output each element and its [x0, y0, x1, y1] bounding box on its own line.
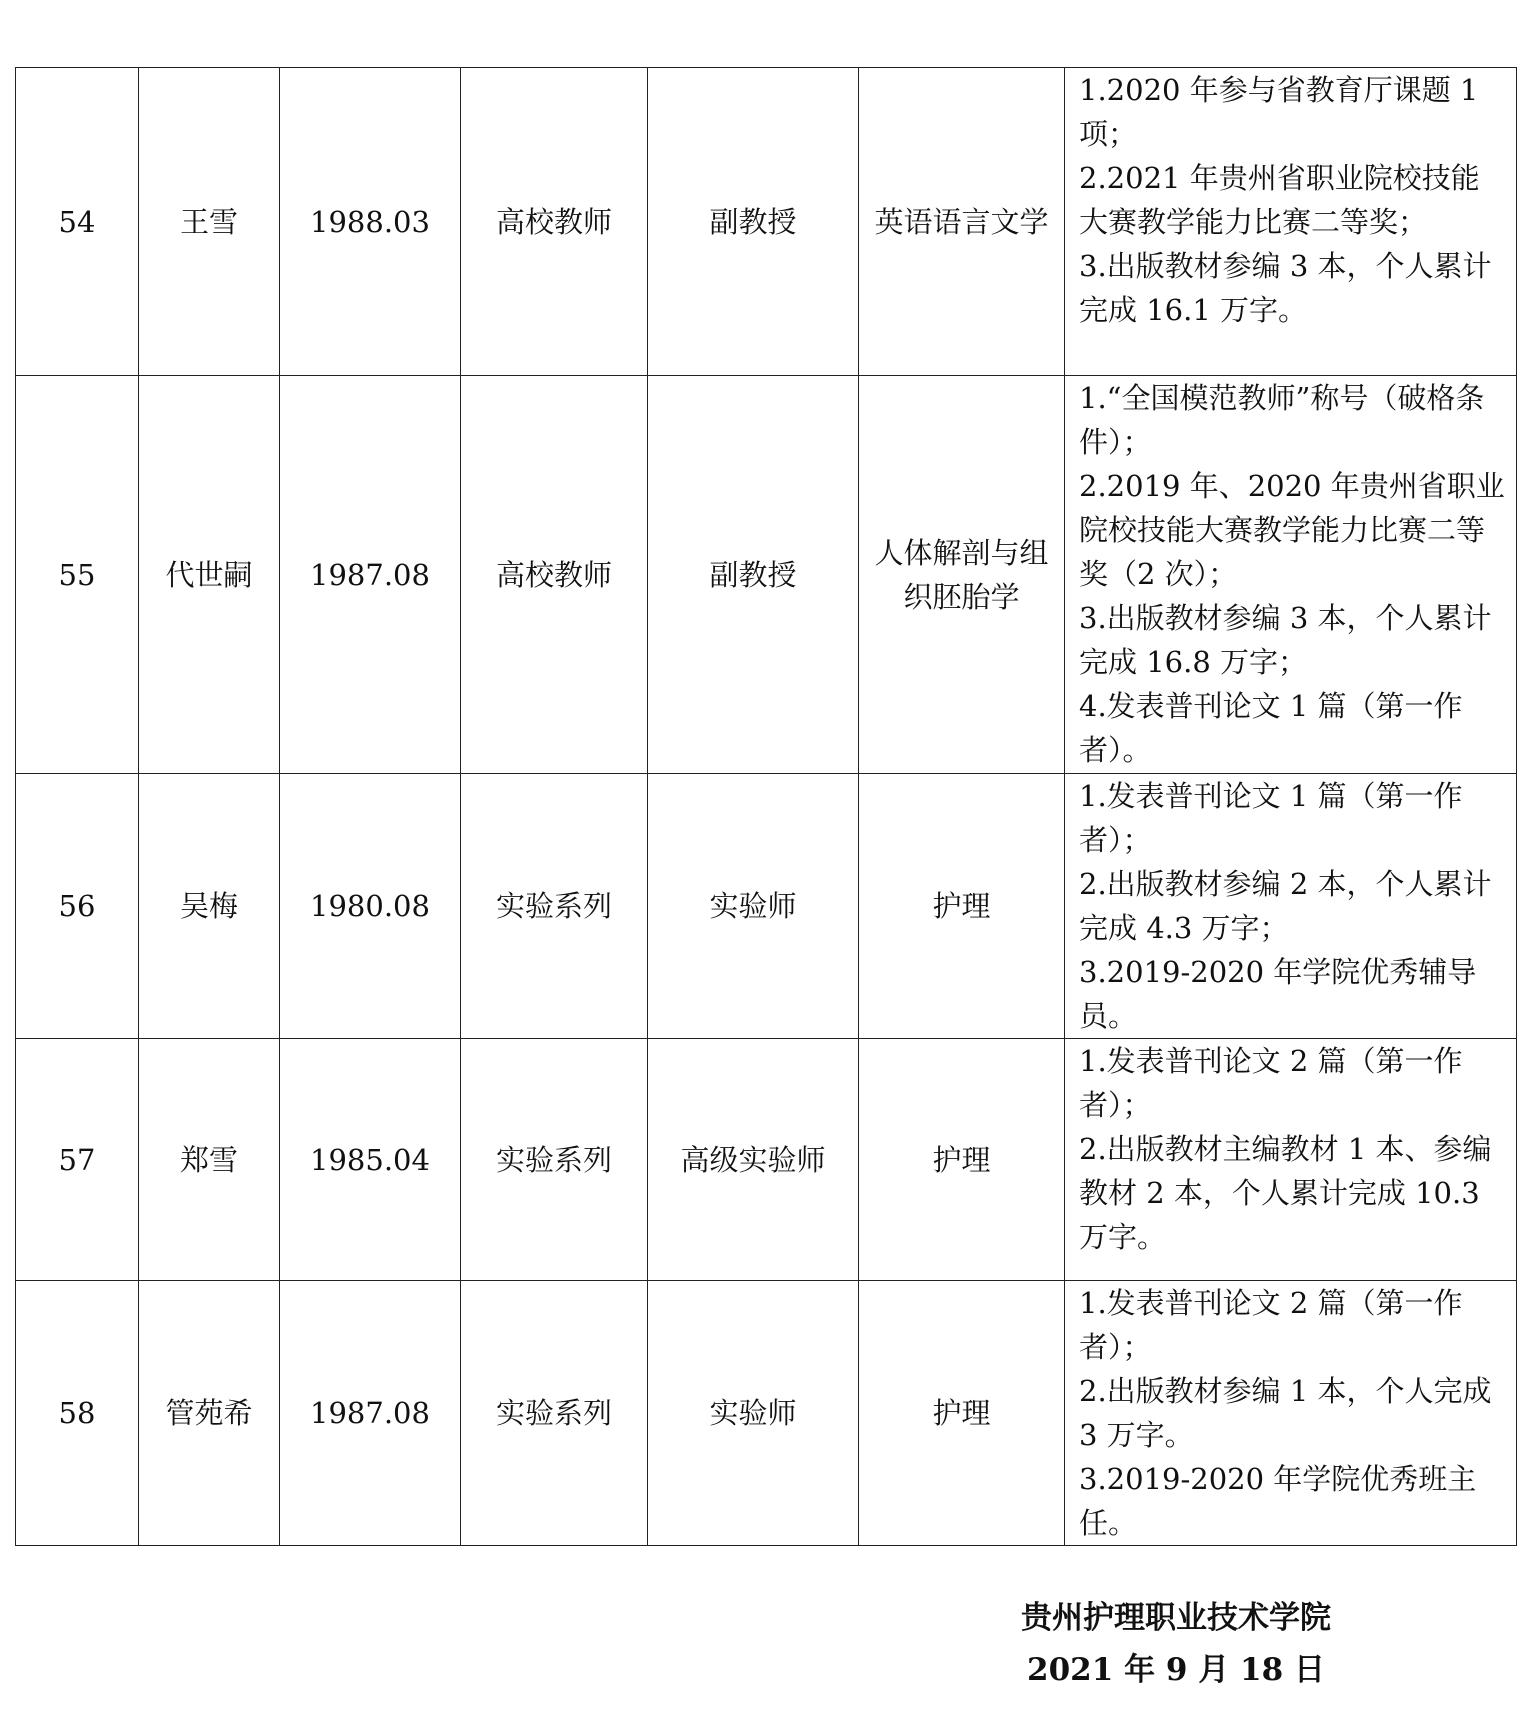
achievement-item: 1.发表普刊论文 2 篇（第一作者）； [1079, 1044, 1463, 1122]
table-row [16, 68, 1517, 376]
achievement-item: 3.2019-2020 年学院优秀辅导员。 [1079, 955, 1477, 1033]
achievement-item: 1.2020 年参与省教育厅课题 1 项； [1079, 73, 1479, 151]
row-number-cell: 58 [16, 1281, 139, 1546]
row-number-cell: 54 [16, 68, 139, 376]
achievement-item: 3.出版教材参编 3 本，个人累计完成 16.1 万字。 [1079, 249, 1492, 327]
birth-date-cell: 1985.04 [280, 1039, 461, 1281]
field-cell: 英语语言文学 [859, 68, 1065, 376]
achievement-item: 1.发表普刊论文 1 篇（第一作者）； [1079, 779, 1463, 857]
name-cell: 郑雪 [139, 1039, 280, 1281]
title-cell: 副教授 [648, 68, 859, 376]
achievement-item: 3.出版教材参编 3 本，个人累计完成 16.8 万字； [1079, 601, 1492, 679]
name-cell: 代世嗣 [139, 376, 280, 774]
table-row [16, 1039, 1517, 1281]
achievement-item: 1.发表普刊论文 2 篇（第一作者）； [1079, 1286, 1463, 1364]
row-number-cell: 56 [16, 774, 139, 1039]
series-cell: 实验系列 [461, 1039, 648, 1281]
field-cell: 护理 [859, 1281, 1065, 1546]
series-cell: 实验系列 [461, 774, 648, 1039]
name-cell: 管苑希 [139, 1281, 280, 1546]
field-cell: 护理 [859, 774, 1065, 1039]
field-cell: 人体解剖与组织胚胎学 [859, 376, 1065, 774]
achievement-item: 2.出版教材主编教材 1 本、参编教材 2 本，个人累计完成 10.3 万字。 [1079, 1132, 1492, 1254]
title-cell: 实验师 [648, 1281, 859, 1546]
roster-body [16, 68, 1517, 1546]
signature-date: 2021 年 9 月 18 日 [1027, 1652, 1325, 1688]
series-cell: 高校教师 [461, 376, 648, 774]
achievement-item: 2.2021 年贵州省职业院校技能大赛教学能力比赛二等奖； [1079, 161, 1480, 239]
title-cell: 副教授 [648, 376, 859, 774]
birth-date-cell: 1987.08 [280, 1281, 461, 1546]
field-cell: 护理 [859, 1039, 1065, 1281]
roster-table [15, 67, 1517, 1546]
achievements-cell [1065, 68, 1517, 376]
birth-date-cell: 1987.08 [280, 376, 461, 774]
title-cell: 实验师 [648, 774, 859, 1039]
achievement-item: 2.出版教材参编 2 本，个人累计完成 4.3 万字； [1079, 867, 1492, 945]
signature-block [1021, 1592, 1331, 1696]
title-cell: 高级实验师 [648, 1039, 859, 1281]
achievement-item: 4.发表普刊论文 1 篇（第一作者）。 [1079, 689, 1463, 767]
name-cell: 王雪 [139, 68, 280, 376]
birth-date-cell: 1980.08 [280, 774, 461, 1039]
achievement-item: 2.2019 年、2020 年贵州省职业院校技能大赛教学能力比赛二等奖（2 次）； [1079, 469, 1505, 591]
series-cell: 高校教师 [461, 68, 648, 376]
series-cell: 实验系列 [461, 1281, 648, 1546]
name-cell: 吴梅 [139, 774, 280, 1039]
achievement-item: 1.“全国模范教师”称号（破格条件）； [1079, 381, 1485, 459]
table-row [16, 376, 1517, 774]
organization-name: 贵州护理职业技术学院 [1021, 1600, 1331, 1636]
achievement-item: 3.2019-2020 年学院优秀班主任。 [1079, 1462, 1477, 1540]
birth-date-cell: 1988.03 [280, 68, 461, 376]
achievement-item: 2.出版教材参编 1 本，个人完成 3 万字。 [1079, 1374, 1492, 1452]
achievements-cell [1065, 1281, 1517, 1546]
table-row [16, 1281, 1517, 1546]
achievements-cell [1065, 774, 1517, 1039]
achievements-cell [1065, 376, 1517, 774]
row-number-cell: 57 [16, 1039, 139, 1281]
table-row [16, 774, 1517, 1039]
achievements-cell [1065, 1039, 1517, 1281]
row-number-cell: 55 [16, 376, 139, 774]
